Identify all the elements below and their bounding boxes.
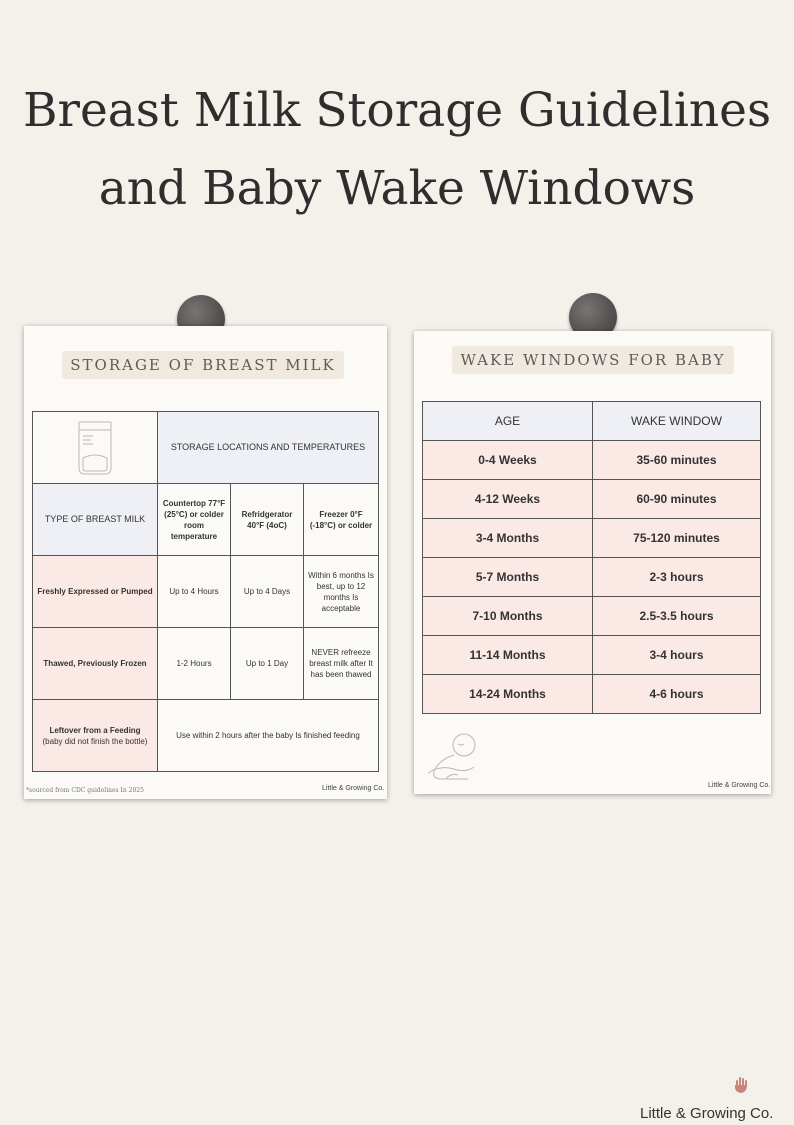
table-row [423, 519, 761, 558]
table-header-row [423, 402, 761, 441]
storage-table [32, 411, 379, 772]
wake-window-cell: 4-6 hours [593, 675, 761, 714]
wake-sheet-title: WAKE WINDOWS FOR BABY [452, 346, 734, 374]
age-header: AGE [423, 402, 593, 441]
storage-sheet-title: STORAGE OF BREAST MILK [62, 351, 344, 379]
countertop-cell: 1-2 Hours [158, 628, 231, 700]
wake-window-cell: 2.5-3.5 hours [593, 597, 761, 636]
freezer-header: Freezer 0°F (-18°C) or colder [304, 484, 379, 556]
hand-logo-icon [733, 1076, 749, 1094]
freezer-cell: Within 6 months Is best, up to 12 months Is acceptable [304, 556, 379, 628]
type-of-milk-header: TYPE OF BREAST MILK [33, 484, 158, 556]
source-footnote: *sourced from CDC guidelines In 2025 [26, 787, 144, 794]
age-cell: 4-12 Weeks [423, 480, 593, 519]
storage-sheet [24, 326, 387, 799]
page-title-line2: and Baby Wake Windows [98, 161, 696, 216]
table-row [423, 558, 761, 597]
page-title [0, 72, 794, 228]
leftover-value-cell: Use within 2 hours after the baby Is finished feeding [158, 700, 379, 772]
wake-window-cell: 35-60 minutes [593, 441, 761, 480]
leftover-type-note: (baby did not finish the bottle) [42, 736, 148, 746]
table-row [423, 636, 761, 675]
age-cell: 0-4 Weeks [423, 441, 593, 480]
wake-sheet [414, 331, 771, 794]
age-cell: 14-24 Months [423, 675, 593, 714]
countertop-cell: Up to 4 Hours [158, 556, 231, 628]
wake-window-cell: 2-3 hours [593, 558, 761, 597]
brand-wordmark: Little & Growing Co. [640, 1105, 774, 1122]
page-title-line1: Breast Milk Storage Guidelines [22, 83, 772, 138]
milk-type-cell: Thawed, Previously Frozen [33, 628, 158, 700]
sheet-brand-label: Little & Growing Co. [322, 785, 385, 792]
storage-locations-header: STORAGE LOCATIONS AND TEMPERATURES [158, 412, 379, 484]
wake-table [422, 401, 761, 714]
wake-window-cell: 75-120 minutes [593, 519, 761, 558]
leftover-type-cell [33, 700, 158, 772]
age-cell: 3-4 Months [423, 519, 593, 558]
milk-type-cell: Freshly Expressed or Pumped [33, 556, 158, 628]
age-cell: 5-7 Months [423, 558, 593, 597]
wake-window-header: WAKE WINDOW [593, 402, 761, 441]
table-row [423, 480, 761, 519]
sleeping-baby-line-art-icon [424, 729, 486, 785]
sheet-brand-label: Little & Growing Co. [708, 782, 771, 789]
wake-window-cell: 3-4 hours [593, 636, 761, 675]
wake-window-cell: 60-90 minutes [593, 480, 761, 519]
refrigerator-cell: Up to 1 Day [231, 628, 304, 700]
storage-icon-cell [33, 412, 158, 484]
leftover-type-label: Leftover from a Feeding [49, 725, 141, 735]
breast-milk-bag-icon [73, 418, 117, 478]
table-row [423, 441, 761, 480]
age-cell: 7-10 Months [423, 597, 593, 636]
freezer-cell: NEVER refreeze breast milk after It has been thawed [304, 628, 379, 700]
table-row [423, 597, 761, 636]
age-cell: 11-14 Months [423, 636, 593, 675]
refrigerator-cell: Up to 4 Days [231, 556, 304, 628]
refrigerator-header: Refridgerator 40°F (4oC) [231, 484, 304, 556]
countertop-header: Countertop 77°F (25°C) or colder room temperature [158, 484, 231, 556]
table-row [423, 675, 761, 714]
